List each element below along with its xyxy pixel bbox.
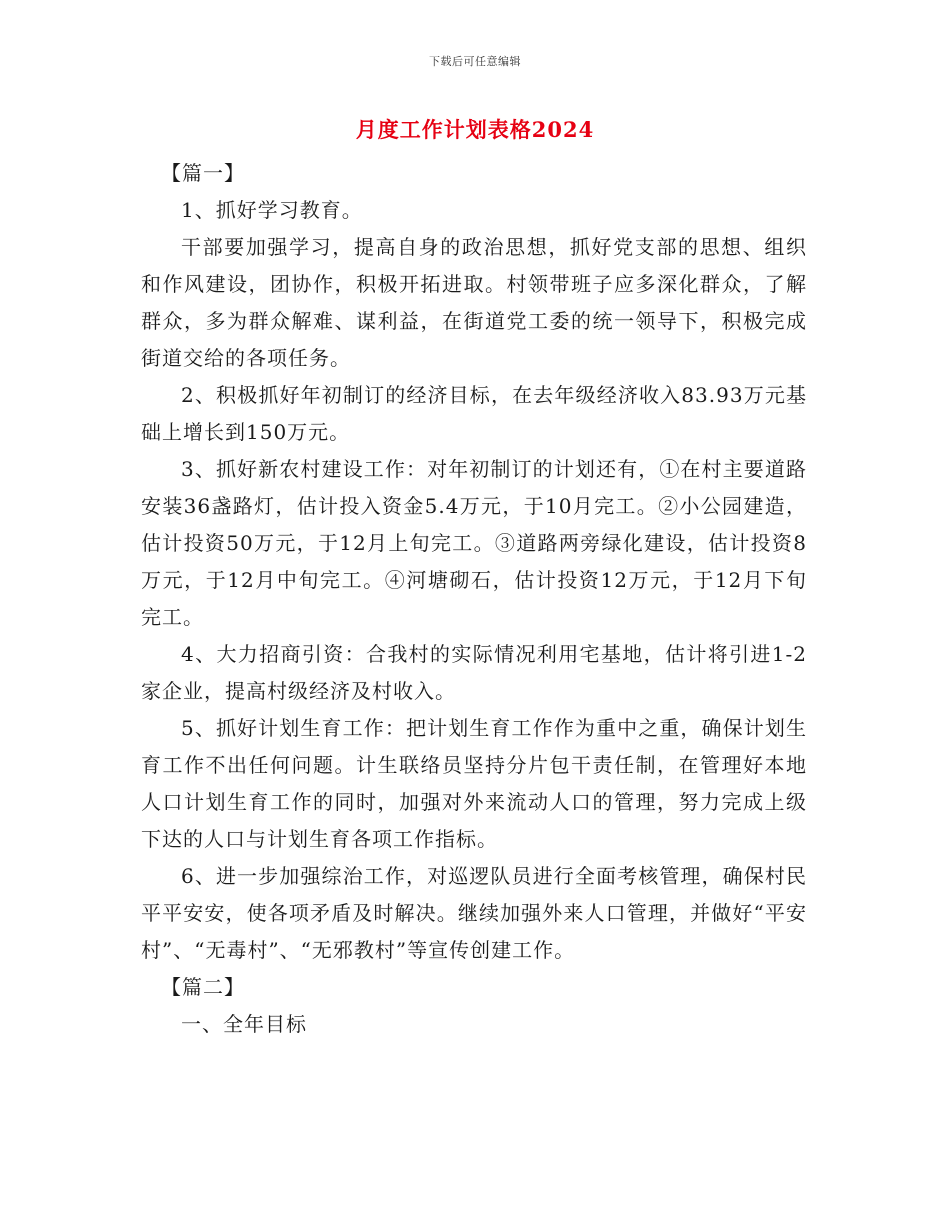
section-heading-2: 【篇二】: [161, 975, 245, 999]
document-body: [141, 155, 807, 1043]
item-heading-2: 一、全年目标: [181, 1012, 307, 1036]
paragraph-2: 2、积极抓好年初制订的经济目标，在去年级经济收入83.93万元基础上增长到150万元。: [141, 383, 807, 444]
section-heading-1: 【篇一】: [161, 161, 245, 185]
header-note: 下载后可任意编辑: [429, 55, 521, 68]
paragraph-6: 6、进一步加强综治工作，对巡逻队员进行全面考核管理，确保村民平平安安，使各项矛盾及时解决。继续加强外来人口管理，并做好“平安村”、“无毒村”、“无邪教村”等宣传创建工作。: [141, 864, 807, 962]
paragraph-1: 干部要加强学习，提高自身的政治思想，抓好党支部的思想、组织和作风建设，团协作，积极开拓进取。村领带班子应多深化群众，了解群众，多为群众解难、谋利益，在街道党工委的统一领导下，积极完成街道交给的各项任务。: [141, 235, 807, 370]
paragraph-5: 5、抓好计划生育工作：把计划生育工作作为重中之重，确保计划生育工作不出任何问题。计生联络员坚持分片包干责任制，在管理好本地人口计划生育工作的同时，加强对外来流动人口的管理，努力完成上级下达的人口与计划生育各项工作指标。: [141, 716, 807, 851]
paragraph-4: 4、大力招商引资：合我村的实际情况利用宅基地，估计将引进1-2家企业，提高村级经济及村收入。: [141, 642, 807, 703]
paragraph-3: 3、抓好新农村建设工作：对年初制订的计划还有，①在村主要道路安装36盏路灯，估计投入资金5.4万元，于10月完工。②小公园建造，估计投资50万元，于12月上旬完工。③道路两旁绿化建设，估计投资8万元，于12月中旬完工。④河塘砌石，估计投资12万元，于12月下旬完工。: [141, 457, 807, 629]
document-title: 月度工作计划表格2024: [355, 117, 595, 142]
item-heading-1: 1、抓好学习教育。: [181, 198, 363, 222]
